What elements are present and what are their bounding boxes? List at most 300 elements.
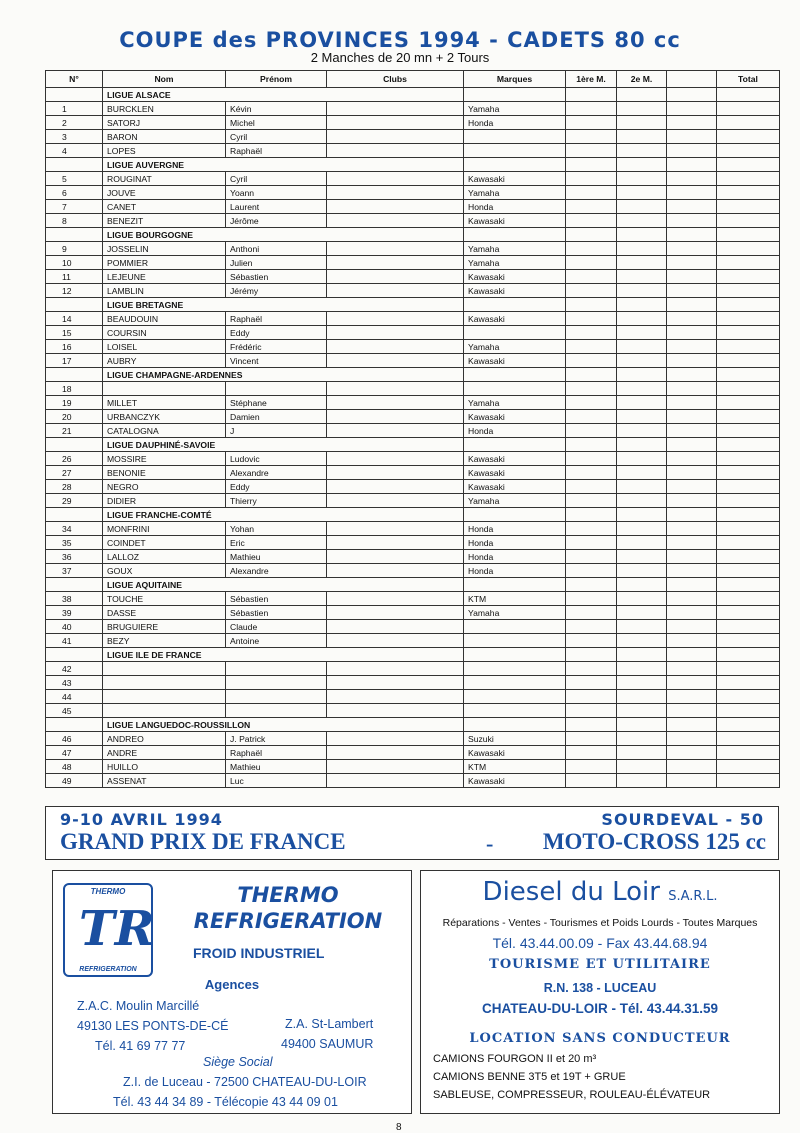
rider-m2	[617, 382, 667, 396]
league-row	[46, 368, 780, 382]
rider-marque: Yamaha	[464, 242, 566, 256]
rider-club	[327, 256, 464, 270]
rider-number: 14	[46, 312, 103, 326]
rider-extra	[667, 704, 717, 718]
rider-marque	[464, 690, 566, 704]
banner-category: MOTO-CROSS 125 cc	[542, 829, 766, 854]
siege-address: Z.I. de Luceau - 72500 CHATEAU-DU-LOIR	[123, 1075, 367, 1089]
diesel-name	[421, 877, 779, 907]
rider-marque: Honda	[464, 522, 566, 536]
rider-nom: AUBRY	[103, 354, 226, 368]
rider-m2	[617, 172, 667, 186]
rider-total	[717, 144, 780, 158]
rider-marque: Yamaha	[464, 606, 566, 620]
rider-number: 4	[46, 144, 103, 158]
rider-extra	[667, 214, 717, 228]
league-row	[46, 718, 780, 732]
rider-m2	[617, 214, 667, 228]
rider-number: 12	[46, 284, 103, 298]
rider-marque: Kawasaki	[464, 466, 566, 480]
rider-m2	[617, 242, 667, 256]
rider-nom: BURCKLEN	[103, 102, 226, 116]
rider-m1	[566, 102, 617, 116]
diesel-services: Réparations - Ventes - Tourismes et Poids Lourds - Toutes Marques	[442, 917, 758, 929]
rider-club	[327, 564, 464, 578]
rider-total	[717, 774, 780, 788]
rider-number: 10	[46, 256, 103, 270]
diesel-tel-fax: Tél. 43.44.00.09 - Fax 43.44.68.94	[492, 935, 708, 951]
page-number: 8	[396, 1122, 402, 1133]
rider-row	[46, 536, 780, 550]
rider-nom: JOSSELIN	[103, 242, 226, 256]
rider-nom: GOUX	[103, 564, 226, 578]
rider-club	[327, 592, 464, 606]
rider-number: 42	[46, 662, 103, 676]
rider-prenom: Kévin	[226, 102, 327, 116]
rider-m2	[617, 550, 667, 564]
rider-prenom: Eric	[226, 536, 327, 550]
thermo-logo	[63, 883, 153, 977]
rider-m1	[566, 396, 617, 410]
rider-marque: Kawasaki	[464, 284, 566, 298]
rider-m1	[566, 550, 617, 564]
rider-marque: Yamaha	[464, 340, 566, 354]
diesel-road: R.N. 138 - LUCEAU	[543, 981, 657, 995]
logo-bottom-text: REFRIGERATION	[79, 966, 137, 973]
rider-m1	[566, 690, 617, 704]
rider-total	[717, 760, 780, 774]
rider-prenom: Stéphane	[226, 396, 327, 410]
rider-club	[327, 424, 464, 438]
rider-prenom: Sébastien	[226, 592, 327, 606]
rider-prenom: Alexandre	[226, 564, 327, 578]
rider-marque: Honda	[464, 116, 566, 130]
rider-extra	[667, 634, 717, 648]
rider-total	[717, 550, 780, 564]
rider-marque: Honda	[464, 200, 566, 214]
page-subtitle: 2 Manches de 20 mn + 2 Tours	[310, 50, 490, 65]
rider-marque: Kawasaki	[464, 270, 566, 284]
rider-m2	[617, 200, 667, 214]
rider-extra	[667, 774, 717, 788]
league-row	[46, 88, 780, 102]
rider-total	[717, 732, 780, 746]
rider-club	[327, 396, 464, 410]
rider-m1	[566, 382, 617, 396]
rider-club	[327, 620, 464, 634]
rider-club	[327, 410, 464, 424]
rider-marque: Honda	[464, 564, 566, 578]
rider-extra	[667, 592, 717, 606]
diesel-name-text: Diesel du Loir	[482, 877, 660, 907]
rider-club	[327, 326, 464, 340]
rider-m2	[617, 536, 667, 550]
rider-extra	[667, 270, 717, 284]
rider-marque	[464, 620, 566, 634]
location-line2: CAMIONS BENNE 3T5 et 19T + GRUE	[433, 1071, 626, 1083]
rider-total	[717, 340, 780, 354]
rider-marque	[464, 326, 566, 340]
agence1-line1: Z.A.C. Moulin Marcillé	[77, 999, 200, 1013]
rider-m1	[566, 732, 617, 746]
rider-extra	[667, 550, 717, 564]
rider-marque: Kawasaki	[464, 480, 566, 494]
rider-total	[717, 466, 780, 480]
rider-prenom: Antoine	[226, 634, 327, 648]
rider-number: 16	[46, 340, 103, 354]
rider-club	[327, 186, 464, 200]
rider-total	[717, 746, 780, 760]
rider-m1	[566, 634, 617, 648]
rider-extra	[667, 312, 717, 326]
league-name: LIGUE ILE DE FRANCE	[103, 648, 464, 662]
league-name: LIGUE LANGUEDOC-ROUSSILLON	[103, 718, 464, 732]
rider-m1	[566, 494, 617, 508]
rider-marque: KTM	[464, 592, 566, 606]
rider-row	[46, 354, 780, 368]
header-nom: Nom	[103, 71, 226, 88]
rider-number: 26	[46, 452, 103, 466]
rider-m2	[617, 452, 667, 466]
siege-label: Siège Social	[203, 1055, 273, 1069]
rider-club	[327, 144, 464, 158]
rider-m2	[617, 466, 667, 480]
rider-extra	[667, 144, 717, 158]
rider-number: 34	[46, 522, 103, 536]
rider-prenom: Mathieu	[226, 550, 327, 564]
rider-prenom: Ludovic	[226, 452, 327, 466]
rider-extra	[667, 340, 717, 354]
league-name: LIGUE ALSACE	[103, 88, 464, 102]
rider-nom	[103, 662, 226, 676]
rider-total	[717, 536, 780, 550]
rider-m1	[566, 410, 617, 424]
rider-m1	[566, 284, 617, 298]
banner-date: 9-10 AVRIL 1994	[60, 810, 223, 829]
rider-prenom: Yohan	[226, 522, 327, 536]
rider-row	[46, 704, 780, 718]
rider-prenom: Mathieu	[226, 760, 327, 774]
rider-number: 48	[46, 760, 103, 774]
rider-number: 47	[46, 746, 103, 760]
rider-row	[46, 382, 780, 396]
rider-row	[46, 130, 780, 144]
rider-prenom: Anthoni	[226, 242, 327, 256]
rider-m1	[566, 676, 617, 690]
rider-nom: JOUVE	[103, 186, 226, 200]
rider-number: 17	[46, 354, 103, 368]
rider-m1	[566, 466, 617, 480]
rider-marque: Kawasaki	[464, 774, 566, 788]
league-row	[46, 438, 780, 452]
rider-m1	[566, 186, 617, 200]
rider-m2	[617, 732, 667, 746]
rider-row	[46, 466, 780, 480]
rider-marque	[464, 662, 566, 676]
rider-marque	[464, 144, 566, 158]
rider-marque	[464, 130, 566, 144]
rider-total	[717, 606, 780, 620]
rider-prenom: Sébastien	[226, 270, 327, 284]
rider-nom: LAMBLIN	[103, 284, 226, 298]
rider-club	[327, 662, 464, 676]
rider-nom: BENEZIT	[103, 214, 226, 228]
rider-prenom: Laurent	[226, 200, 327, 214]
rider-total	[717, 116, 780, 130]
rider-marque: KTM	[464, 760, 566, 774]
rider-m2	[617, 522, 667, 536]
rider-prenom: Jérôme	[226, 214, 327, 228]
agences-label: Agences	[204, 977, 260, 992]
header-marques: Marques	[464, 71, 566, 88]
rider-total	[717, 592, 780, 606]
rider-nom: MOSSIRE	[103, 452, 226, 466]
rider-number: 8	[46, 214, 103, 228]
rider-marque: Kawasaki	[464, 214, 566, 228]
rider-m1	[566, 242, 617, 256]
rider-total	[717, 200, 780, 214]
rider-m1	[566, 536, 617, 550]
rider-marque	[464, 382, 566, 396]
league-row	[46, 508, 780, 522]
rider-m2	[617, 564, 667, 578]
league-name: LIGUE AQUITAINE	[103, 578, 464, 592]
rider-prenom: Yoann	[226, 186, 327, 200]
rider-total	[717, 396, 780, 410]
rider-nom: LOISEL	[103, 340, 226, 354]
rider-extra	[667, 326, 717, 340]
rider-nom: LALLOZ	[103, 550, 226, 564]
rider-total	[717, 312, 780, 326]
rider-row	[46, 690, 780, 704]
rider-club	[327, 354, 464, 368]
rider-prenom	[226, 690, 327, 704]
rider-m2	[617, 704, 667, 718]
location-line1: CAMIONS FOURGON II et 20 m³	[433, 1053, 597, 1065]
rider-m1	[566, 214, 617, 228]
rider-m2	[617, 746, 667, 760]
rider-number: 5	[46, 172, 103, 186]
rider-m2	[617, 340, 667, 354]
rider-number: 43	[46, 676, 103, 690]
rider-prenom: Julien	[226, 256, 327, 270]
rider-club	[327, 522, 464, 536]
rider-m1	[566, 116, 617, 130]
rider-marque: Kawasaki	[464, 312, 566, 326]
rider-prenom: Cyril	[226, 130, 327, 144]
rider-number: 38	[46, 592, 103, 606]
rider-club	[327, 284, 464, 298]
rider-m2	[617, 690, 667, 704]
rider-m1	[566, 326, 617, 340]
rider-row	[46, 186, 780, 200]
rider-nom: DIDIER	[103, 494, 226, 508]
rider-number: 20	[46, 410, 103, 424]
rider-nom: LEJEUNE	[103, 270, 226, 284]
rider-row	[46, 452, 780, 466]
logo-mark: TR	[79, 901, 155, 957]
diesel-ad	[420, 870, 780, 1114]
rider-number: 6	[46, 186, 103, 200]
rider-total	[717, 382, 780, 396]
rider-club	[327, 676, 464, 690]
rider-nom: MONFRINI	[103, 522, 226, 536]
rider-total	[717, 354, 780, 368]
rider-total	[717, 326, 780, 340]
rider-extra	[667, 424, 717, 438]
header-prenom: Prénom	[226, 71, 327, 88]
table-header-row	[46, 71, 780, 88]
rider-club	[327, 480, 464, 494]
location-heading: LOCATION SANS CONDUCTEUR	[469, 1031, 731, 1046]
rider-m1	[566, 620, 617, 634]
logo-top-text: THERMO	[90, 887, 126, 896]
rider-marque: Yamaha	[464, 256, 566, 270]
rider-extra	[667, 242, 717, 256]
rider-marque: Kawasaki	[464, 354, 566, 368]
rider-extra	[667, 410, 717, 424]
league-name: LIGUE BRETAGNE	[103, 298, 464, 312]
rider-m2	[617, 424, 667, 438]
league-row	[46, 648, 780, 662]
rider-prenom: Raphaël	[226, 746, 327, 760]
rider-total	[717, 634, 780, 648]
rider-m1	[566, 354, 617, 368]
thermo-name-line1: THERMO	[237, 883, 339, 907]
rider-nom: CATALOGNA	[103, 424, 226, 438]
rider-extra	[667, 382, 717, 396]
rider-m1	[566, 256, 617, 270]
rider-extra	[667, 662, 717, 676]
rider-m2	[617, 312, 667, 326]
rider-extra	[667, 690, 717, 704]
rider-m1	[566, 130, 617, 144]
rider-m2	[617, 480, 667, 494]
rider-row	[46, 620, 780, 634]
rider-row	[46, 102, 780, 116]
rider-row	[46, 550, 780, 564]
diesel-suffix: S.A.R.L.	[668, 889, 718, 904]
header-manche-2: 2e M.	[617, 71, 667, 88]
rider-number: 19	[46, 396, 103, 410]
rider-nom: BEAUDOUIN	[103, 312, 226, 326]
rider-number: 39	[46, 606, 103, 620]
rider-prenom: Claude	[226, 620, 327, 634]
rider-m2	[617, 634, 667, 648]
rider-club	[327, 340, 464, 354]
rider-marque	[464, 704, 566, 718]
rider-total	[717, 102, 780, 116]
league-name: LIGUE CHAMPAGNE-ARDENNES	[103, 368, 464, 382]
diesel-city-tel: CHATEAU-DU-LOIR - Tél. 43.44.31.59	[481, 1001, 719, 1016]
rider-extra	[667, 746, 717, 760]
rider-number: 2	[46, 116, 103, 130]
rider-prenom: Eddy	[226, 326, 327, 340]
rider-prenom: Raphaël	[226, 312, 327, 326]
rider-prenom: Luc	[226, 774, 327, 788]
rider-prenom: Vincent	[226, 354, 327, 368]
rider-number: 11	[46, 270, 103, 284]
rider-club	[327, 760, 464, 774]
rider-total	[717, 256, 780, 270]
rider-number: 45	[46, 704, 103, 718]
rider-club	[327, 312, 464, 326]
rider-extra	[667, 494, 717, 508]
agence1-line2: 49130 LES PONTS-DE-CÉ	[77, 1019, 229, 1033]
rider-row	[46, 144, 780, 158]
rider-number: 35	[46, 536, 103, 550]
page-title: COUPE des PROVINCES 1994 - CADETS 80 cc	[119, 28, 681, 52]
rider-number: 44	[46, 690, 103, 704]
thermo-ad	[52, 870, 412, 1114]
agence2-line1: Z.A. St-Lambert	[285, 1017, 374, 1031]
rider-row	[46, 116, 780, 130]
rider-extra	[667, 200, 717, 214]
rider-marque: Yamaha	[464, 396, 566, 410]
rider-club	[327, 102, 464, 116]
rider-club	[327, 550, 464, 564]
rider-m2	[617, 144, 667, 158]
table-body	[46, 88, 780, 788]
rider-number: 7	[46, 200, 103, 214]
rider-extra	[667, 732, 717, 746]
header-manche-1: 1ère M.	[566, 71, 617, 88]
rider-prenom	[226, 676, 327, 690]
rider-nom: ROUGINAT	[103, 172, 226, 186]
rider-prenom: Thierry	[226, 494, 327, 508]
rider-prenom: Cyril	[226, 172, 327, 186]
rider-m1	[566, 312, 617, 326]
banner-location: SOURDEVAL - 50	[601, 810, 764, 829]
rider-nom: MILLET	[103, 396, 226, 410]
rider-row	[46, 760, 780, 774]
rider-extra	[667, 466, 717, 480]
rider-number: 49	[46, 774, 103, 788]
rider-prenom	[226, 704, 327, 718]
rider-club	[327, 172, 464, 186]
rider-m1	[566, 704, 617, 718]
rider-marque: Honda	[464, 550, 566, 564]
rider-total	[717, 690, 780, 704]
rider-nom	[103, 704, 226, 718]
rider-extra	[667, 606, 717, 620]
rider-number: 28	[46, 480, 103, 494]
rider-nom: NEGRO	[103, 480, 226, 494]
rider-row	[46, 242, 780, 256]
rider-number: 1	[46, 102, 103, 116]
rider-m1	[566, 200, 617, 214]
thermo-subtitle: FROID INDUSTRIEL	[193, 945, 325, 961]
rider-total	[717, 186, 780, 200]
rider-m2	[617, 102, 667, 116]
rider-nom: ANDRE	[103, 746, 226, 760]
rider-extra	[667, 186, 717, 200]
rider-m1	[566, 172, 617, 186]
rider-extra	[667, 256, 717, 270]
rider-nom	[103, 690, 226, 704]
rider-number: 15	[46, 326, 103, 340]
rider-club	[327, 270, 464, 284]
rider-m2	[617, 186, 667, 200]
rider-extra	[667, 354, 717, 368]
rider-m2	[617, 494, 667, 508]
rider-nom: DASSE	[103, 606, 226, 620]
rider-club	[327, 242, 464, 256]
agence1-tel: Tél. 41 69 77 77	[95, 1039, 186, 1053]
rider-club	[327, 214, 464, 228]
rider-prenom: J. Patrick	[226, 732, 327, 746]
rider-extra	[667, 676, 717, 690]
